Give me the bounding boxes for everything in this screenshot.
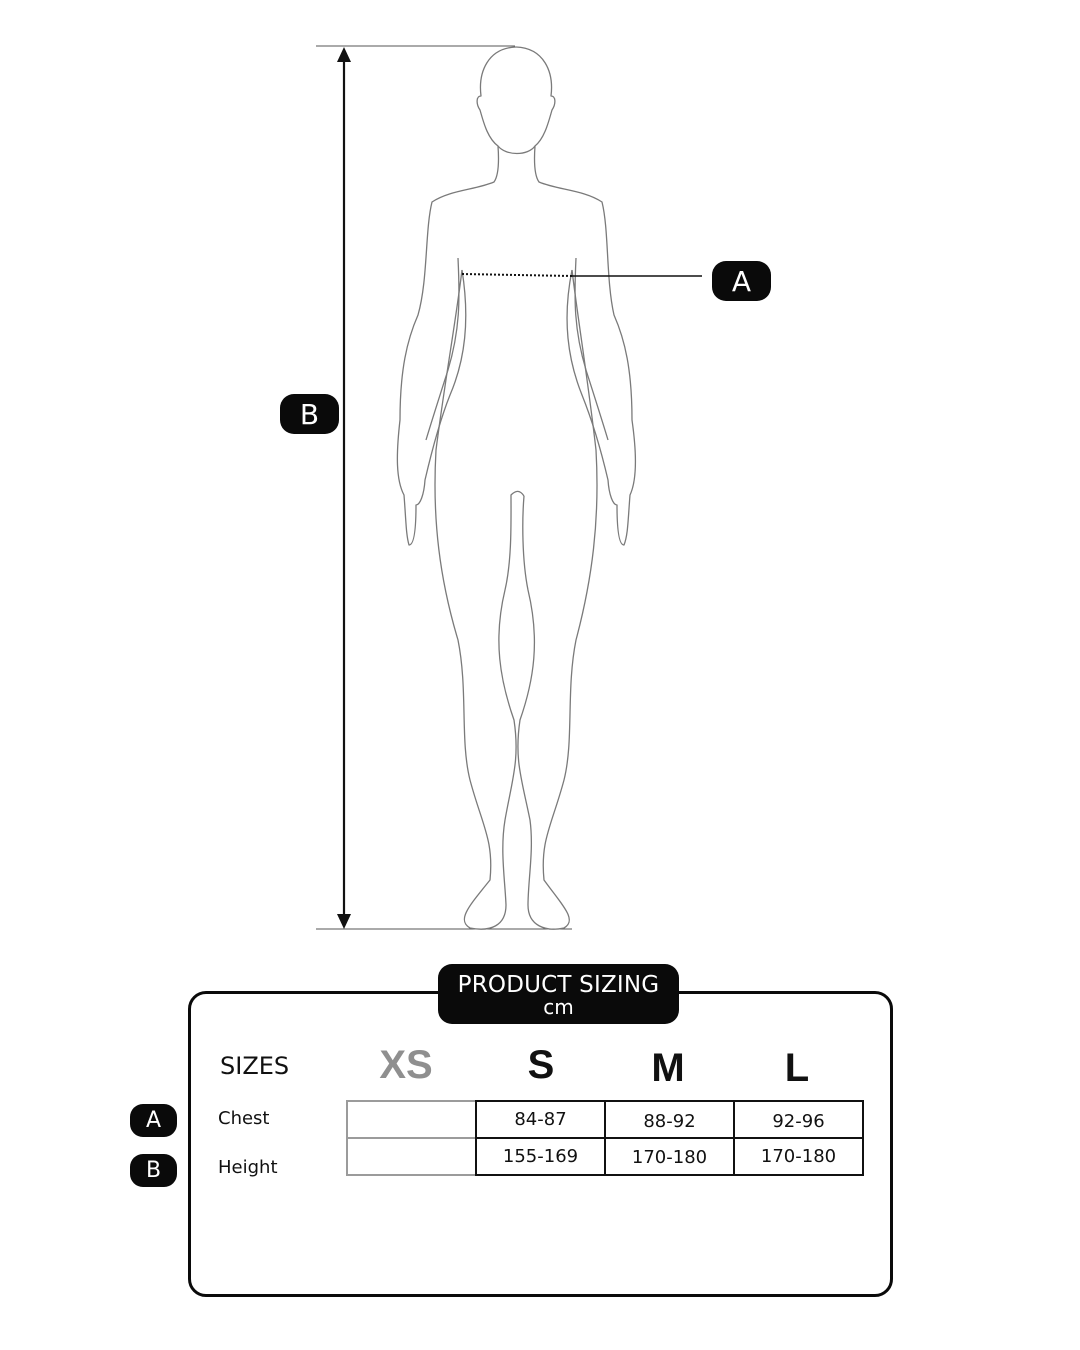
panel-unit: cm [543, 995, 574, 1019]
chest-marker-a: A [712, 261, 771, 301]
table-cell: 88-92 [604, 1100, 735, 1139]
table-cell: 155-169 [475, 1137, 606, 1176]
female-silhouette [397, 47, 635, 929]
table-cell [346, 1100, 477, 1139]
row-marker-a: A [130, 1104, 177, 1137]
table-cell: 92-96 [733, 1100, 864, 1139]
chest-measurement-line [462, 274, 572, 276]
row-marker-b: B [130, 1154, 177, 1187]
height-marker-b: B [280, 394, 339, 434]
sizes-label: SIZES [220, 1052, 290, 1080]
row-label-height: Height [218, 1157, 278, 1178]
size-header-l: L [784, 1046, 810, 1090]
table-cell: 170-180 [733, 1137, 864, 1176]
table-cell: 84-87 [475, 1100, 606, 1139]
size-header-xs: XS [379, 1043, 433, 1087]
panel-title: PRODUCT SIZING [457, 972, 660, 998]
row-label-chest: Chest [218, 1108, 270, 1129]
size-header-m: M [651, 1046, 685, 1090]
sizing-table [346, 1100, 865, 1176]
table-cell [346, 1137, 477, 1176]
height-arrow [337, 47, 351, 929]
panel-title-badge [438, 964, 679, 1024]
table-cell: 170-180 [604, 1137, 735, 1176]
size-header-s: S [527, 1043, 555, 1087]
